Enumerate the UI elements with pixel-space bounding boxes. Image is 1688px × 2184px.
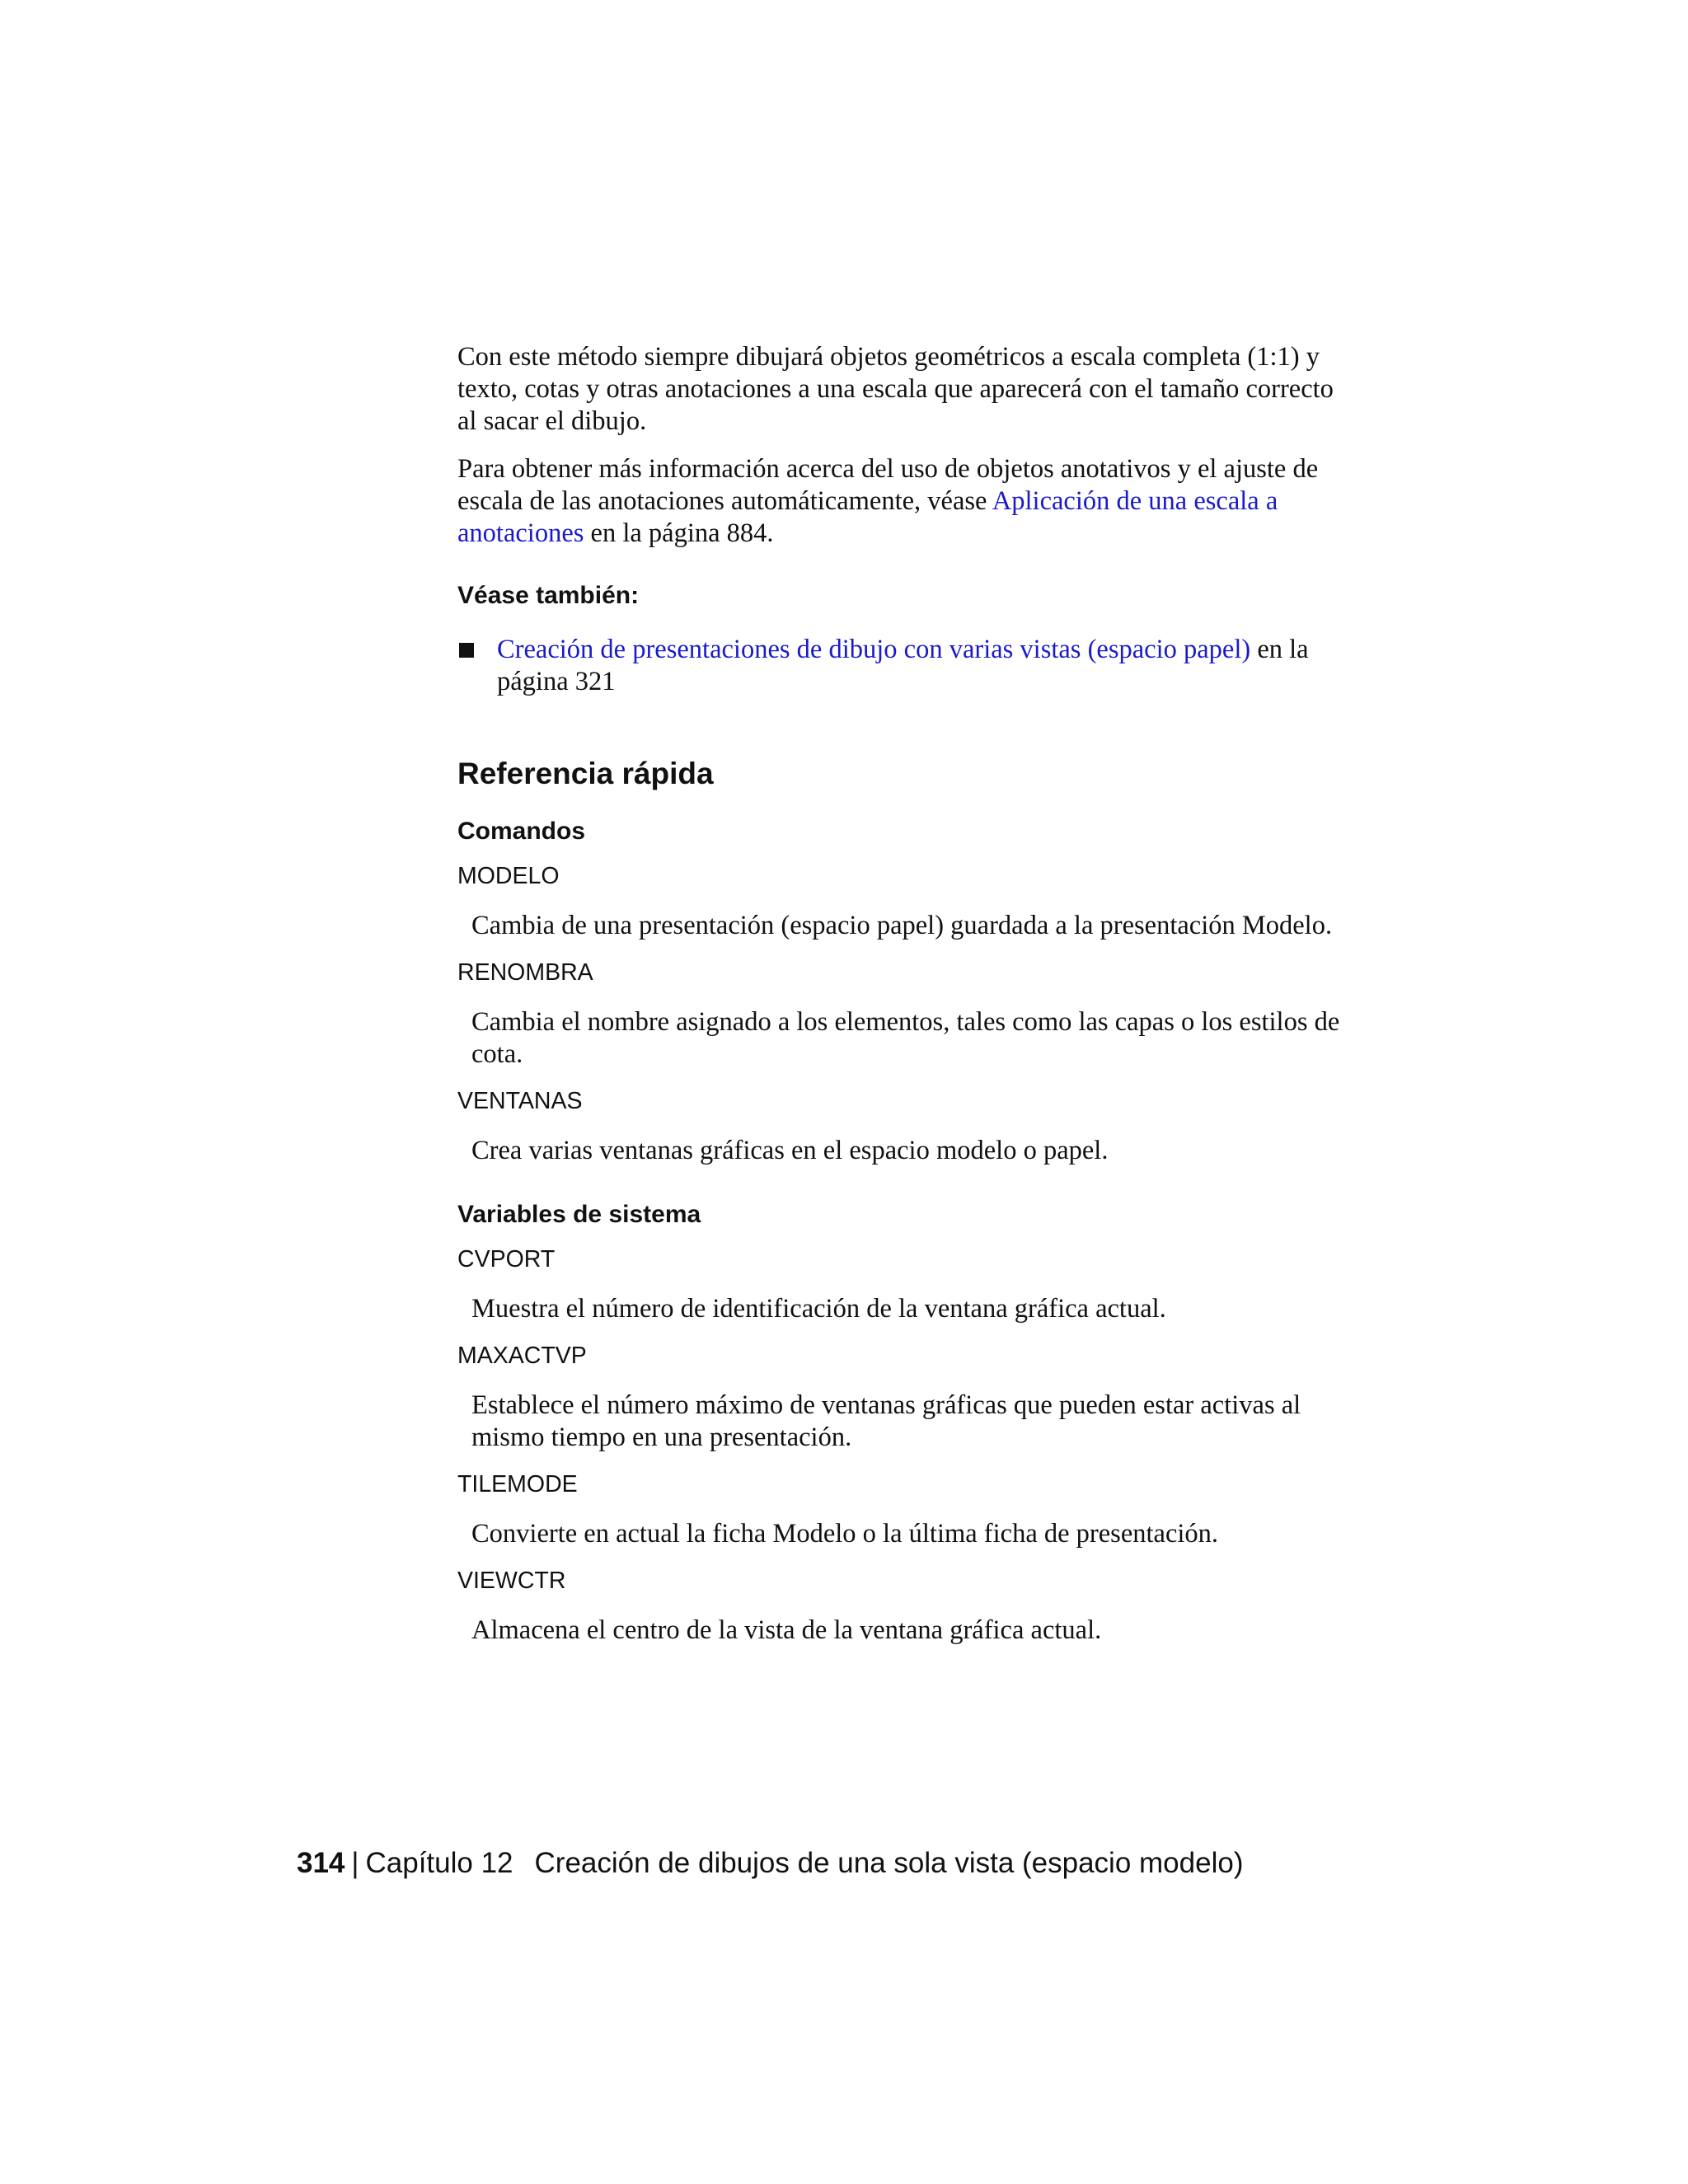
- sysvar-description: Establece el número máximo de ventanas gráficas que pueden estar activas al mismo tiempo en una presentación.: [471, 1390, 1301, 1452]
- info-text-after: en la página 884.: [584, 518, 774, 548]
- square-bullet-icon: [459, 643, 474, 658]
- link-presentaciones-espacio-papel[interactable]: Creación de presentaciones de dibujo con varias vistas (espacio papel): [497, 635, 1251, 664]
- see-also-item: [457, 634, 1352, 698]
- chapter-label: Capítulo 12: [365, 1847, 513, 1879]
- sysvar-description: Convierte en actual la ficha Modelo o la última ficha de presentación.: [471, 1519, 1219, 1549]
- sysvar-term: CVPORT: [457, 1246, 556, 1272]
- page-number: 314: [297, 1847, 345, 1879]
- see-also-item-page: en la página 321: [497, 635, 1309, 696]
- command-description: Cambia el nombre asignado a los elementos, tales como las capas o los estilos de cota.: [471, 1007, 1340, 1069]
- footer-separator: |: [351, 1847, 359, 1879]
- page-content: [457, 341, 1352, 1663]
- sysvar-term: VIEWCTR: [457, 1568, 566, 1594]
- see-also-heading: Véase también:: [457, 582, 640, 609]
- system-variables-heading: Variables de sistema: [457, 1201, 701, 1228]
- page-footer: [297, 1846, 1243, 1881]
- link-escala-anotaciones[interactable]: Aplicación de una escala a anotaciones: [457, 486, 1278, 548]
- info-paragraph: [457, 453, 1352, 550]
- sysvar-description: Muestra el número de identificación de la ventana gráfica actual.: [471, 1294, 1166, 1324]
- command-term: VENTANAS: [457, 1088, 583, 1114]
- command-description: Crea varias ventanas gráficas en el espacio modelo o papel.: [471, 1136, 1109, 1165]
- chapter-title: Creación de dibujos de una sola vista (espacio modelo): [534, 1847, 1244, 1879]
- commands-heading: Comandos: [457, 818, 586, 845]
- section-heading-referencia-rapida: Referencia rápida: [457, 757, 714, 790]
- see-also-list: [457, 634, 1352, 698]
- command-description: Cambia de una presentación (espacio papel) guardada a la presentación Modelo.: [471, 911, 1333, 940]
- sysvar-description: Almacena el centro de la vista de la ventana gráfica actual.: [471, 1615, 1102, 1645]
- command-term: MODELO: [457, 863, 560, 889]
- info-text-before: Para obtener más información acerca del uso de objetos anotativos y el ajuste de escala de las anotaciones automáticamente, véase: [457, 454, 1319, 516]
- command-term: RENOMBRA: [457, 959, 593, 986]
- sysvar-term: TILEMODE: [457, 1471, 578, 1497]
- sysvar-term: MAXACTVP: [457, 1343, 587, 1369]
- intro-paragraph: Con este método siempre dibujará objetos geométricos a escala completa (1:1) y texto, cotas y otras anotaciones a una escala que aparecerá con el tamaño correcto al sacar el dibujo.: [457, 342, 1334, 436]
